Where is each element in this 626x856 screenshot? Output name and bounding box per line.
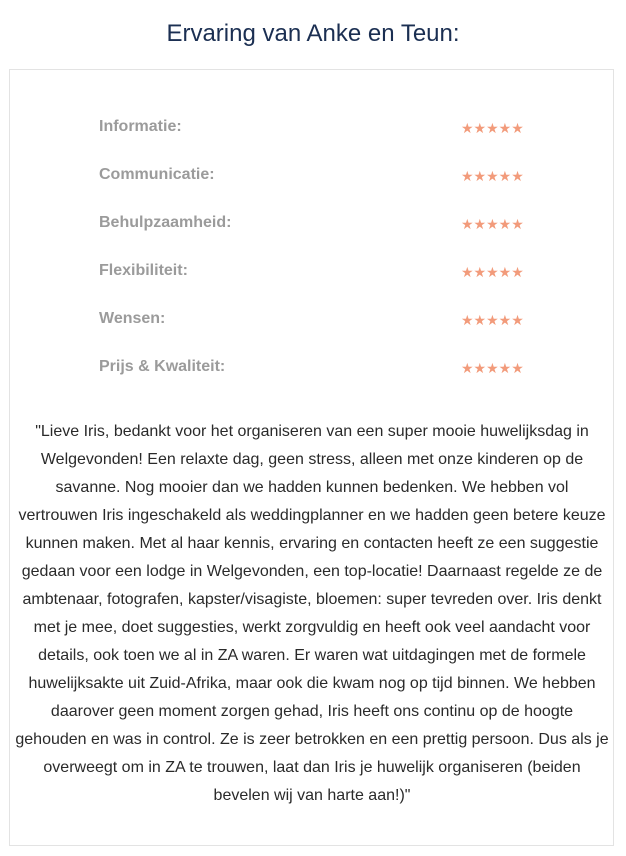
testimonial-text: "Lieve Iris, bedankt voor het organiseren van een super mooie huwelijksdag in Welgevonden! Een relaxte dag, geen stress, alleen met onze kinderen op de savanne. Nog mooier dan we hadden kunnen bedenken. We hebben vol vertrouwen Iris ingeschakeld als weddingplanner en we hadden geen betere keuze kunnen maken. Met al haar kennis, ervaring en contacten heeft ze een suggestie gedaan voor een lodge in Welgevonden, een top-locatie! Daarnaast regelde ze de ambtenaar, fotografen, kapster/visagiste, bloemen: super tevreden over. Iris denkt met je mee, doet suggesties, werkt zorgvuldig en heeft ook veel aandacht voor details, ook toen we al in ZA waren. Er waren wat uitdagingen met de formele huwelijksakte uit Zuid-Afrika, maar ook die kwam nog op tijd binnen. We hebben daarover geen moment zorgen gehad, Iris heeft ons continu op de hoogte gehouden en was in control. Ze is zeer betrokken en een prettig persoon. Dus als je overweegt om in ZA te trouwen, laat dan Iris je huwelijk organiseren (beiden bevelen wij van harte aan!)" — [15, 423, 609, 804]
rating-row-informatie — [99, 104, 539, 152]
review-card — [9, 69, 614, 846]
rating-label: Communicatie: — [99, 166, 215, 183]
rating-label: Prijs & Kwaliteit: — [99, 358, 226, 375]
star-rating-icon: ★★★★★ — [461, 216, 524, 232]
ratings-list — [99, 104, 539, 392]
rating-label: Flexibiliteit: — [99, 262, 188, 279]
rating-row-wensen — [99, 296, 539, 344]
rating-label: Behulpzaamheid: — [99, 214, 232, 231]
page-title: Ervaring van Anke en Teun: — [166, 20, 460, 47]
rating-label: Wensen: — [99, 310, 166, 327]
star-rating-icon: ★★★★★ — [461, 264, 524, 280]
star-rating-icon: ★★★★★ — [461, 312, 524, 328]
star-rating-icon: ★★★★★ — [461, 168, 524, 184]
rating-row-prijs-kwaliteit — [99, 344, 539, 392]
star-rating-icon: ★★★★★ — [461, 120, 524, 136]
rating-row-behulpzaamheid — [99, 200, 539, 248]
rating-row-flexibiliteit — [99, 248, 539, 296]
star-rating-icon: ★★★★★ — [461, 360, 524, 376]
rating-label: Informatie: — [99, 118, 182, 135]
rating-row-communicatie — [99, 152, 539, 200]
